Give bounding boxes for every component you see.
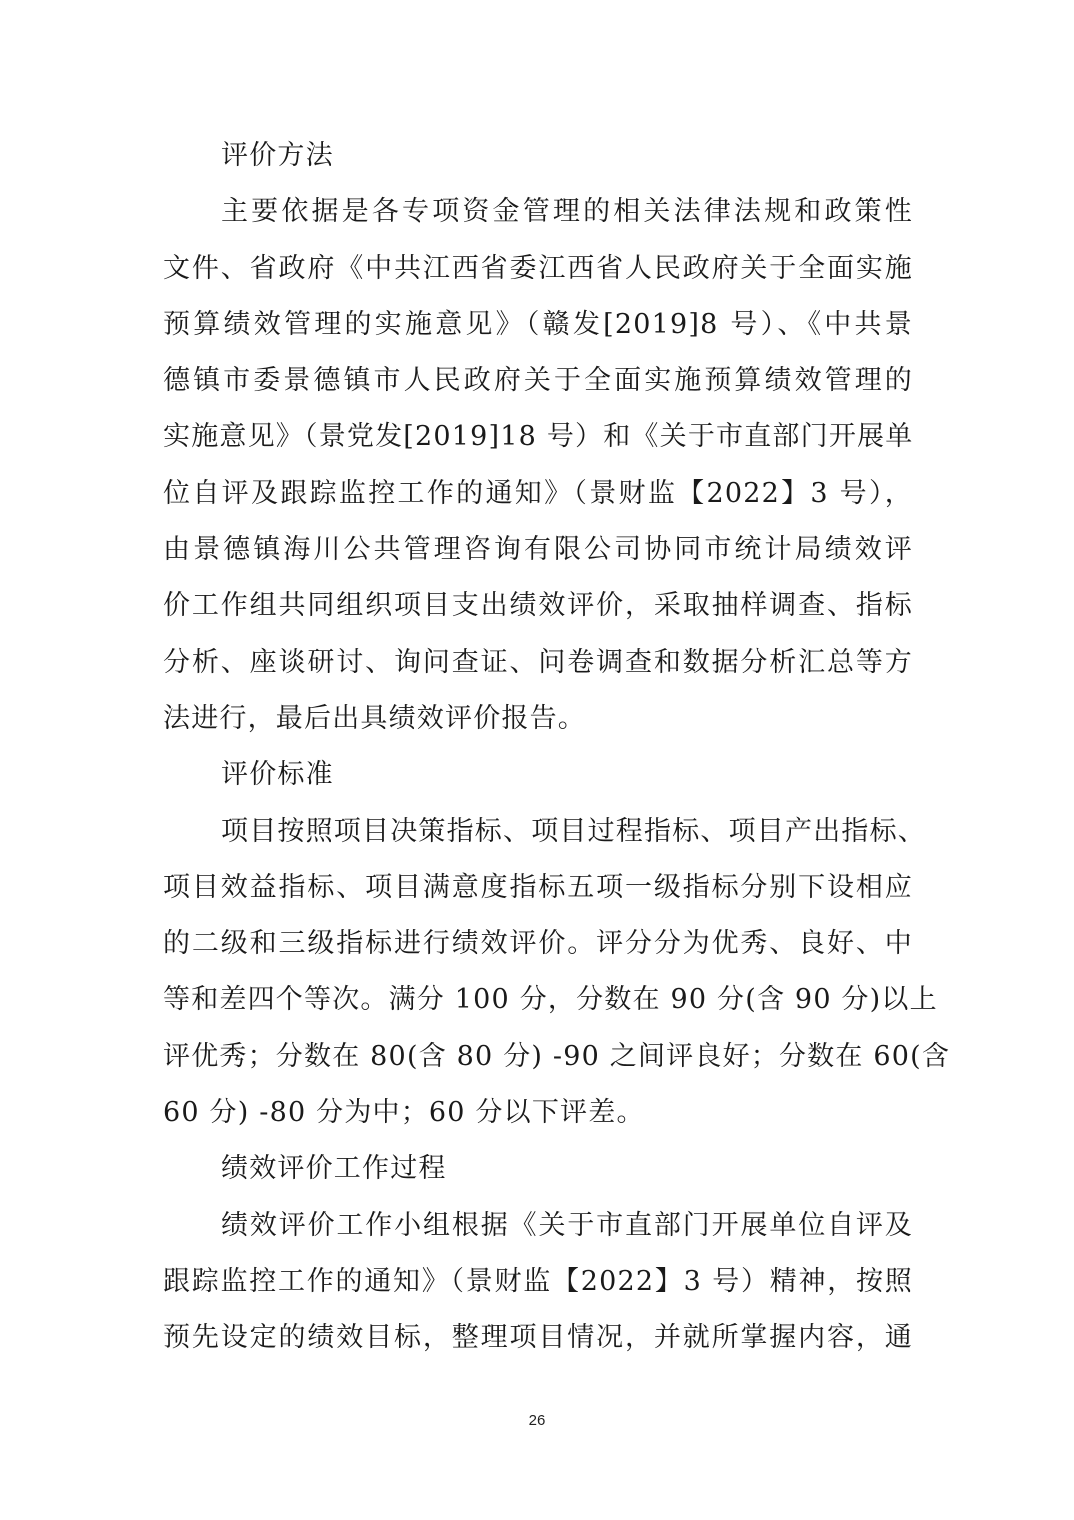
text-line: 价工作组共同组织项目支出绩效评价，采取抽样调查、指标: [163, 590, 913, 622]
body-text: [163, 128, 951, 1367]
text-line: 位自评及跟踪监控工作的通知》（景财监【2022】3 号），: [163, 477, 913, 509]
text-line: 评价标准: [221, 759, 334, 791]
text-line: 实施意见》（景党发[2019]18 号）和《关于市直部门开展单: [163, 421, 914, 453]
text-line: 跟踪监控工作的通知》（景财监【2022】3 号）精神，按照: [163, 1265, 913, 1297]
text-line: 分析、座谈研讨、询问查证、问卷调查和数据分析汇总等方: [163, 646, 913, 678]
text-line: 项目按照项目决策指标、项目过程指标、项目产出指标、: [221, 815, 926, 847]
text-line: 的二级和三级指标进行绩效评价。评分分为优秀、良好、中: [163, 928, 913, 960]
text-line: 预先设定的绩效目标，整理项目情况，并就所掌握内容，通: [163, 1322, 913, 1354]
text-line: 项目效益指标、项目满意度指标五项一级指标分别下设相应: [163, 871, 913, 903]
text-line: 60 分) -80 分为中；60 分以下评差。: [163, 1097, 645, 1129]
text-line: 绩效评价工作小组根据《关于市直部门开展单位自评及: [221, 1209, 913, 1241]
text-line: 德镇市委景德镇市人民政府关于全面实施预算绩效管理的: [163, 365, 913, 397]
text-line: 评价方法: [221, 140, 334, 171]
text-line: 预算绩效管理的实施意见》（赣发[2019]8 号）、《中共景: [163, 308, 913, 340]
text-line: 绩效评价工作过程: [221, 1153, 447, 1185]
text-line: 文件、省政府《中共江西省委江西省人民政府关于全面实施: [163, 252, 913, 284]
text-line: 法进行，最后出具绩效评价报告。: [163, 702, 586, 734]
text-line: 主要依据是各专项资金管理的相关法律法规和政策性: [221, 196, 913, 228]
text-line: 等和差四个等次。满分 100 分，分数在 90 分(含 90 分)以上: [163, 984, 938, 1016]
text-line: 由景德镇海川公共管理咨询有限公司协同市统计局绩效评: [163, 534, 913, 566]
page-number: 26: [528, 1412, 546, 1429]
text-line: 评优秀；分数在 80(含 80 分) -90 之间评良好；分数在 60(含: [163, 1040, 951, 1072]
